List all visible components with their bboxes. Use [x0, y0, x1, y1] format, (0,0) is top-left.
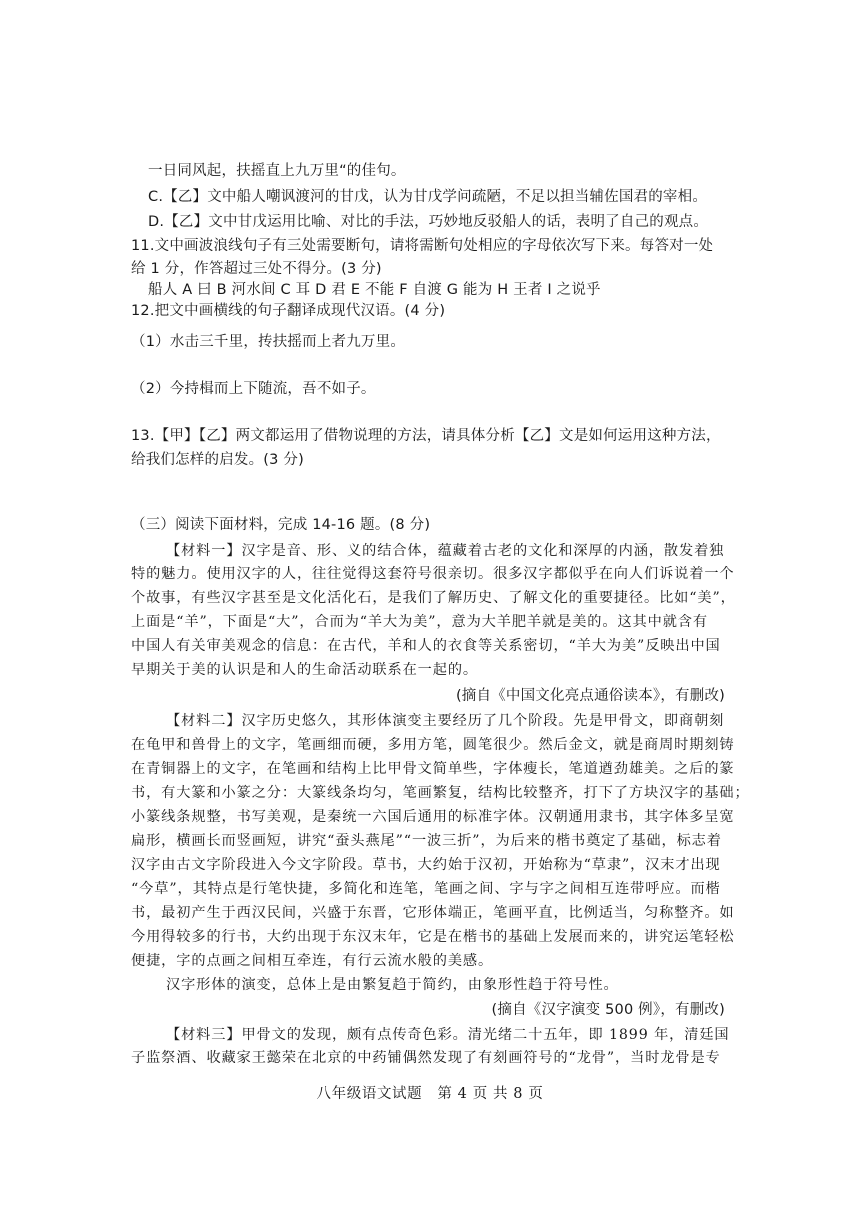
material-1-line: 特的魅力。使用汉字的人，往往觉得这套符号很亲切。很多汉字都似乎在向人们诉说着一个: [131, 566, 735, 582]
material-2-line: 书，有大篆和小篆之分：大篆线条均匀，笔画繁复，结构比较整齐，打下了方块汉字的基础；: [131, 785, 750, 801]
material-2-summary: 汉字形体的演变，总体上是由繁复趋于简约，由象形性趋于符号性。: [166, 977, 619, 993]
question-13-cont: 给我们怎样的启发。(3 分): [131, 452, 304, 468]
section-3-heading: （三）阅读下面材料，完成 14-16 题。(8 分): [131, 517, 431, 533]
material-2-line: “今草”，其特点是行笔快捷，多简化和连笔，笔画之间、字与字之间相互连带呼应。而楷: [131, 881, 721, 897]
question-11-cont: 给 1 分，作答超过三处不得分。(3 分): [131, 261, 382, 277]
question-11-sentence: 船人 A 曰 B 河水间 C 耳 D 君 E 不能 F 自渡 G 能为 H 王者 I 之说乎: [148, 282, 601, 298]
material-2-line: 扁形，横画长而竖画短，讲究“蚕头燕尾”“一波三折”，为后来的楷书奠定了基础，标志着: [131, 833, 722, 849]
question-12-part-1: （1）水击三千里，抟扶摇而上者九万里。: [131, 334, 406, 350]
question-13: 13.【甲】【乙】两文都运用了借物说理的方法，请具体分析【乙】文是如何运用这种方法，: [131, 428, 721, 444]
material-1-source: (摘自《中国文化亮点通俗读本》，有删改): [455, 688, 725, 704]
option-c: C.【乙】文中船人嘲讽渡河的甘戊，认为甘戊学问疏陋，不足以担当辅佐国君的宰相。: [148, 189, 708, 205]
material-1-line: 【材料一】汉字是音、形、义的结合体，蕴藏着古老的文化和深厚的内涵，散发着独: [166, 543, 725, 559]
option-d: D.【乙】文中甘戊运用比喻、对比的手法，巧妙地反驳船人的话，表明了自己的观点。: [148, 214, 709, 230]
material-1-line: 中国人有关审美观念的信息：在古代，羊和人的衣食等关系密切，“羊大为美”反映出中国: [131, 638, 721, 654]
material-1-line: 上面是“羊”，下面是“大”，合而为“羊大为美”，意为大羊肥羊就是美的。这其中就含有: [131, 614, 708, 630]
material-2-line: 【材料二】汉字历史悠久，其形体演变主要经历了几个阶段。先是甲骨文，即商朝刻: [166, 713, 725, 729]
material-2-source: (摘自《汉字演变 500 例》，有删改): [491, 1002, 725, 1018]
material-2-line: 书，最初产生于西汉民间，兴盛于东晋，它形体端正，笔画平直，比例适当，匀称整齐。如: [131, 905, 735, 921]
material-1-line: 个故事，有些汉字甚至是文化活化石，是我们了解历史、了解文化的重要捷径。比如“美”，: [131, 590, 736, 606]
material-3-line: 子监祭酒、收藏家王懿荣在北京的中药铺偶然发现了有刻画符号的“龙骨”，当时龙骨是专: [131, 1050, 721, 1066]
material-2-line: 在龟甲和兽骨上的文字，笔画细而硬，多用方笔，圆笔很少。然后金文，就是商周时期刻铸: [131, 737, 735, 753]
material-2-line: 在青铜器上的文字，在笔画和结构上比甲骨文简单些，字体瘦长，笔道遒劲雄美。之后的篆: [131, 761, 735, 777]
question-12-part-2: （2）今持楫而上下随流，吾不如子。: [131, 381, 376, 397]
page-footer: 八年级语文试题 第 4 页 共 8 页: [316, 1086, 544, 1102]
question-12: 12.把文中画横线的句子翻译成现代汉语。(4 分): [131, 303, 446, 319]
material-2-line: 小篆线条规整，书写美观，是秦统一六国后通用的标准字体。汉朝通用隶书，其字体多呈宽: [131, 809, 735, 825]
material-2-line: 今用得较多的行书，大约出现于东汉末年，它是在楷书的基础上发展而来的，讲究运笔轻松: [131, 929, 735, 945]
material-1-line: 早期关于美的认识是和人的生命活动联系在一起的。: [131, 662, 479, 678]
option-b-continuation: 一日同风起，扶摇直上九万里“的佳句。: [148, 163, 406, 179]
question-11: 11.文中画波浪线句子有三处需要断句，请将需断句处相应的字母依次写下来。每答对一处: [131, 238, 714, 254]
material-2-line: 汉字由古文字阶段进入今文字阶段。草书，大约始于汉初，开始称为“草隶”，汉末才出现: [131, 857, 721, 873]
material-3-line: 【材料三】甲骨文的发现，颇有点传奇色彩。清光绪二十五年，即 1899 年，清廷国: [166, 1027, 730, 1043]
material-2-line: 便捷，字的点画之间相互牵连，有行云流水般的美感。: [131, 953, 494, 969]
